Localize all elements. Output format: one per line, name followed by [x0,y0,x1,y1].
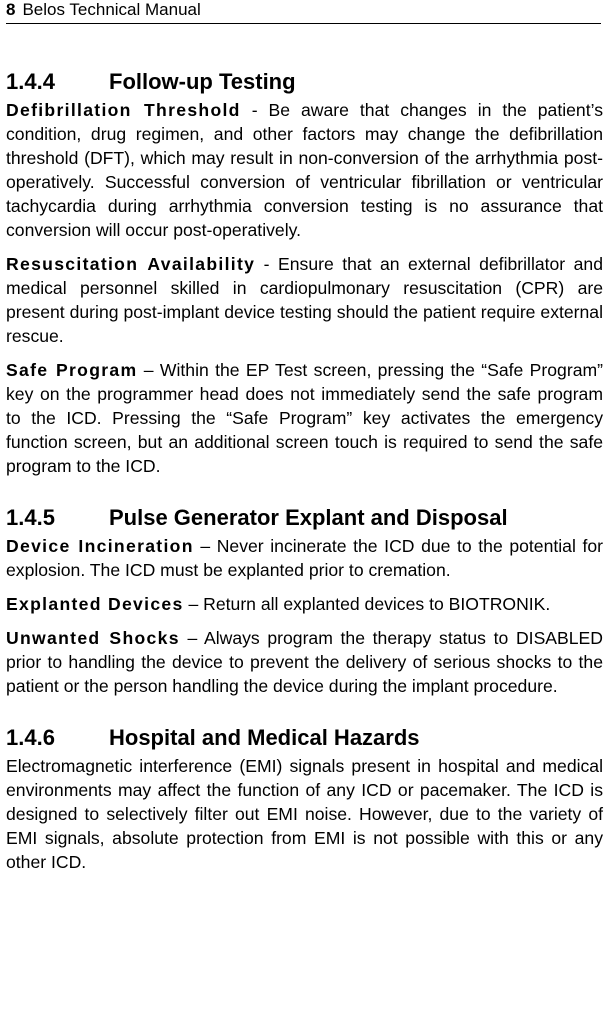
section-title: Follow-up Testing [109,69,296,94]
paragraph-text: – Within the EP Test screen, pressing the “Safe Program” key on the programmer head does not immediately send the safe program to the ICD. Pressing the “Safe Program” key activates the emergency function screen, but an additional screen touch is required to send the safe program to the ICD. [6,360,603,476]
section-number: 1.4.4 [6,69,55,94]
section-heading [6,504,603,532]
paragraph-text: - Ensure that an external defibrillator and medical personnel skilled in cardiopulmonary resuscitation (CPR) are present during post-implant device testing should the patient require external rescue. [6,254,603,346]
section-heading [6,68,603,96]
document-title: Belos Technical Manual [22,0,201,19]
paragraph-lead: Resuscitation Availability [6,254,256,274]
paragraph-lead: Unwanted Shocks [6,628,180,648]
section-title: Pulse Generator Explant and Disposal [109,505,508,530]
paragraph-lead: Explanted Devices [6,594,184,614]
page-number: 8 [6,0,16,19]
section-follow-up-testing [6,68,603,478]
paragraph-explanted-devices [6,592,603,616]
paragraph-unwanted-shocks [6,626,603,698]
paragraph-text: - Be aware that changes in the patient’s condition, drug regimen, and other factors may change the defibrillation threshold (DFT), which may result in non-conversion of the arrhythmia post-operatively. Successful conversion of ventricular fibrillation or ventricular tachycardia during arrhythmia conversion testing is no assurance that conversion will occur post-operatively. [6,100,603,240]
paragraph-safe-program [6,358,603,478]
paragraph-text: – Return all explanted devices to BIOTRONIK. [183,594,551,614]
section-explant-disposal [6,504,603,698]
paragraph-lead: Defibrillation Threshold [6,100,241,120]
page-header [6,0,601,24]
paragraph-text: – Always program the therapy status to DISABLED prior to handling the device to prevent the delivery of serious shocks to the patient or the person handling the device during the implant procedure. [6,628,603,696]
paragraph-lead: Device Incineration [6,536,194,556]
section-heading [6,724,603,752]
paragraph-emi [6,754,603,874]
section-number: 1.4.6 [6,725,55,750]
page-content [6,68,603,884]
paragraph-defibrillation-threshold [6,98,603,242]
paragraph-resuscitation-availability [6,252,603,348]
section-title: Hospital and Medical Hazards [109,725,420,750]
paragraph-text: Electromagnetic interference (EMI) signals present in hospital and medical environments may affect the function of any ICD or pacemaker. The ICD is designed to selectively filter out EMI noise. However, due to the variety of EMI signals, absolute protection from EMI is not possible with this or any other ICD. [6,756,603,872]
section-number: 1.4.5 [6,505,55,530]
section-hospital-hazards [6,724,603,874]
paragraph-device-incineration [6,534,603,582]
paragraph-text: – Never incinerate the ICD due to the potential for explosion. The ICD must be explanted prior to cremation. [6,536,603,580]
paragraph-lead: Safe Program [6,360,138,380]
